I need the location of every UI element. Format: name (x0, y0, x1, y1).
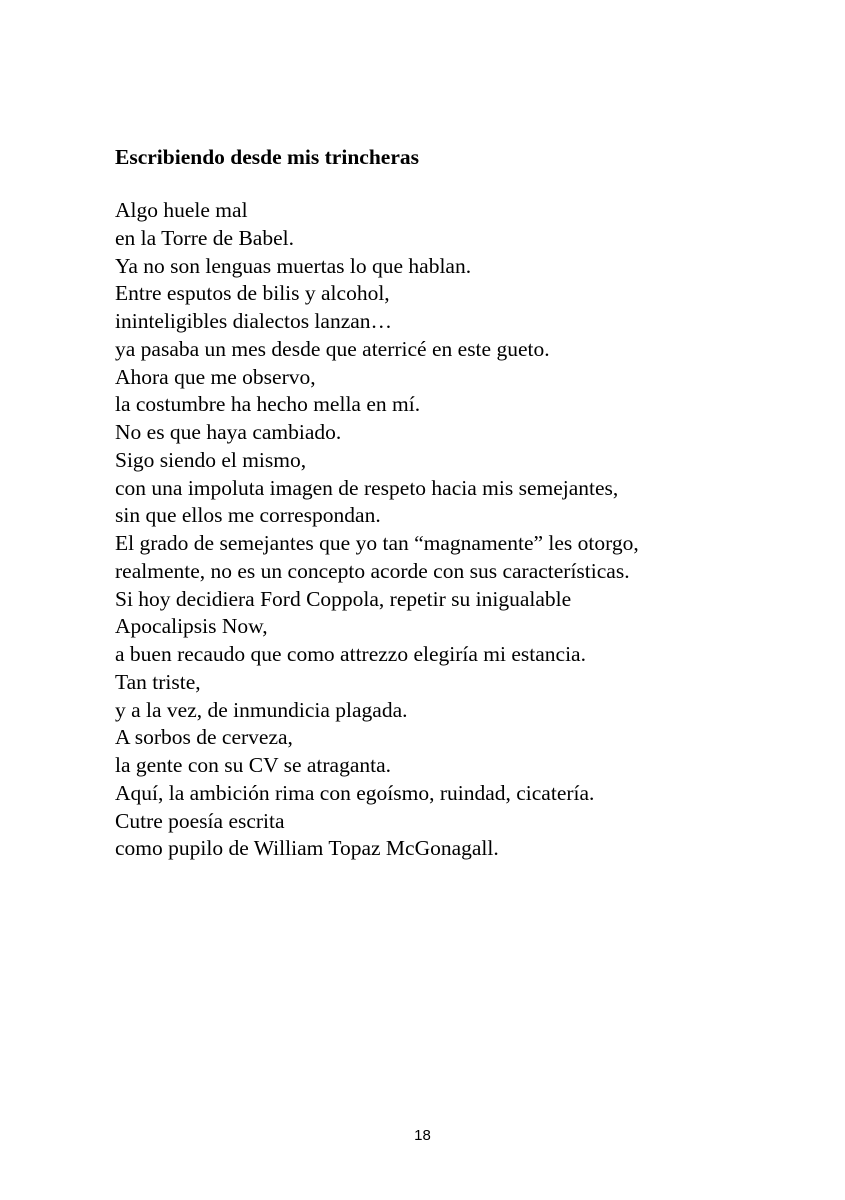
poem-line: Si hoy decidiera Ford Coppola, repetir su inigualable (115, 586, 572, 611)
poem-line: la costumbre ha hecho mella en mí. (115, 392, 421, 417)
poem-title: Escribiendo desde mis trincheras (115, 145, 419, 169)
poem-line: A sorbos de cerveza, (115, 725, 293, 750)
poem-body (115, 197, 639, 863)
poem-line: con una impoluta imagen de respeto hacia mis semejantes, (115, 475, 619, 500)
poem-line: No es que haya cambiado. (115, 420, 342, 444)
poem-line: realmente, no es un concepto acorde con sus características. (115, 558, 630, 583)
poem-line: como pupilo de William Topaz McGonagall. (115, 836, 499, 861)
poem-line: Apocalipsis Now, (115, 614, 268, 639)
poem-line: ya pasaba un mes desde que aterricé en este gueto. (115, 336, 550, 361)
poem-line: Algo huele mal (115, 198, 248, 222)
poem-line: ininteligibles dialectos lanzan… (115, 309, 393, 333)
poem-line: y a la vez, de inmundicia plagada. (115, 697, 408, 722)
poem-line: sin que ellos me correspondan. (115, 503, 381, 528)
poem-line: El grado de semejantes que yo tan “magnamente” les otorgo, (115, 531, 639, 555)
poem-line: en la Torre de Babel. (115, 225, 294, 250)
poem-line: Sigo siendo el mismo, (115, 447, 307, 472)
poem-line: Ya no son lenguas muertas lo que hablan. (115, 253, 472, 278)
poem-line: la gente con su CV se atraganta. (115, 753, 392, 777)
poem-line: Aquí, la ambición rima con egoísmo, ruindad, cicatería. (115, 780, 595, 805)
poem-line: Entre esputos de bilis y alcohol, (115, 281, 390, 306)
poem-line: Tan triste, (115, 669, 201, 694)
poem-line: Ahora que me observo, (115, 364, 316, 389)
page-number: 18 (414, 1127, 431, 1144)
poem-line: a buen recaudo que como attrezzo elegiría mi estancia. (115, 642, 586, 666)
poem-line: Cutre poesía escrita (115, 808, 285, 833)
